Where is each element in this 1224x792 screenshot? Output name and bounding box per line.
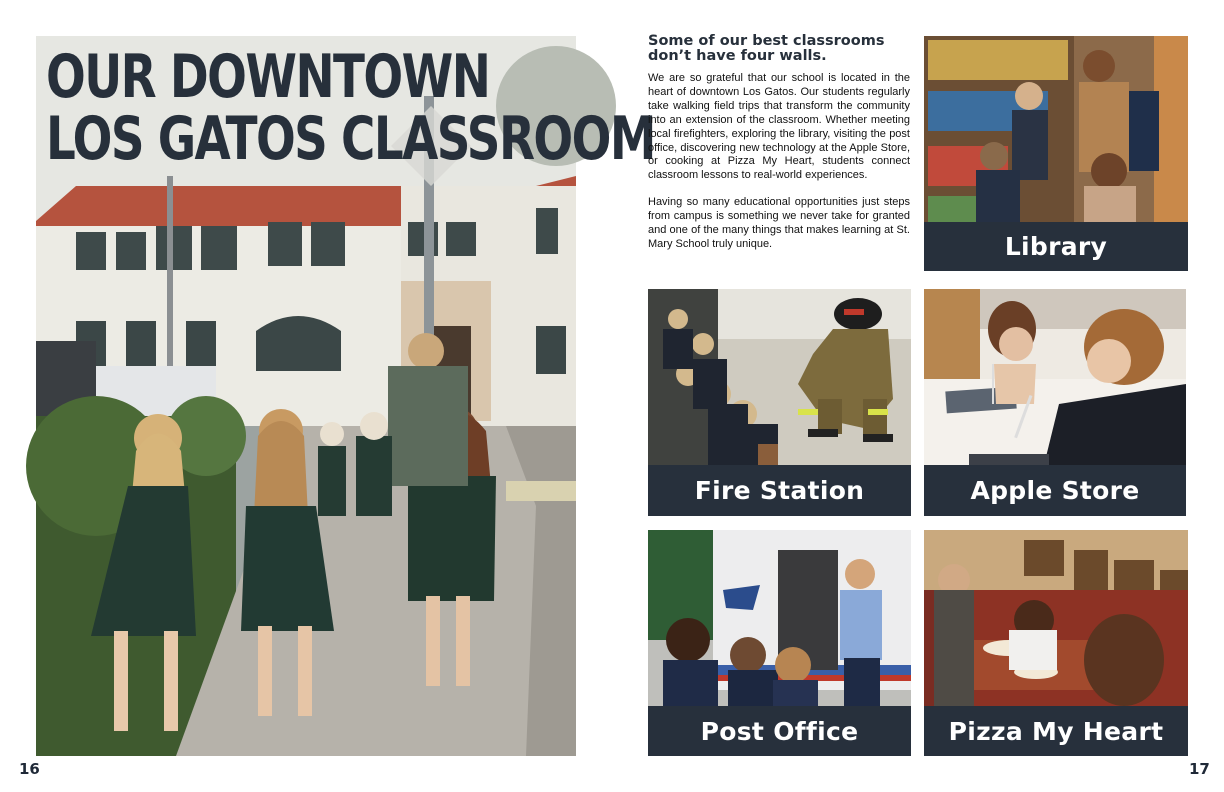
title-line-1: OUR DOWNTOWN [46,42,490,112]
page-number-right: 17 [1189,760,1210,778]
card-label-fire-station: Fire Station [648,465,911,516]
page-number-left: 16 [19,760,40,778]
fire-station-photo [648,289,911,465]
title-line-2: LOS GATOS CLASSROOM [46,104,655,174]
card-pizza-my-heart [924,530,1188,756]
card-label-pizza-my-heart: Pizza My Heart [924,706,1188,756]
card-fire-station [648,289,911,516]
card-apple-store [924,289,1186,516]
card-label-apple-store: Apple Store [924,465,1186,516]
card-label-library: Library [924,222,1188,271]
card-post-office [648,530,911,756]
intro-paragraph-2: Having so many educational opportunities just steps from campus is something we never take for granted and one of the many things that makes learning at St. Mary School truly unique. [648,196,910,250]
page-title [46,42,655,174]
card-label-post-office: Post Office [648,706,911,756]
intro-text-block [648,34,910,265]
intro-paragraph-1: We are so grateful that our school is located in the heart of downtown Los Gatos. Our students regularly take walking field trips that transform the community into an extension of the classroom. Whether meeting local firefighters, exploring the library, visiting the post office, discovering new technology at the Apple Store, or cooking at Pizza My Heart, students connect classroom lessons to real-world experiences. [648,72,910,182]
section-heading: Some of our best classrooms don’t have four walls. [648,33,885,64]
apple-store-photo [924,289,1186,465]
firefighter-helmet-icon [834,298,882,330]
pizza-my-heart-photo [924,530,1188,706]
post-office-photo [648,530,911,706]
hero-photo-downtown-walk [36,36,655,756]
library-photo [924,36,1188,222]
card-library [924,36,1188,271]
